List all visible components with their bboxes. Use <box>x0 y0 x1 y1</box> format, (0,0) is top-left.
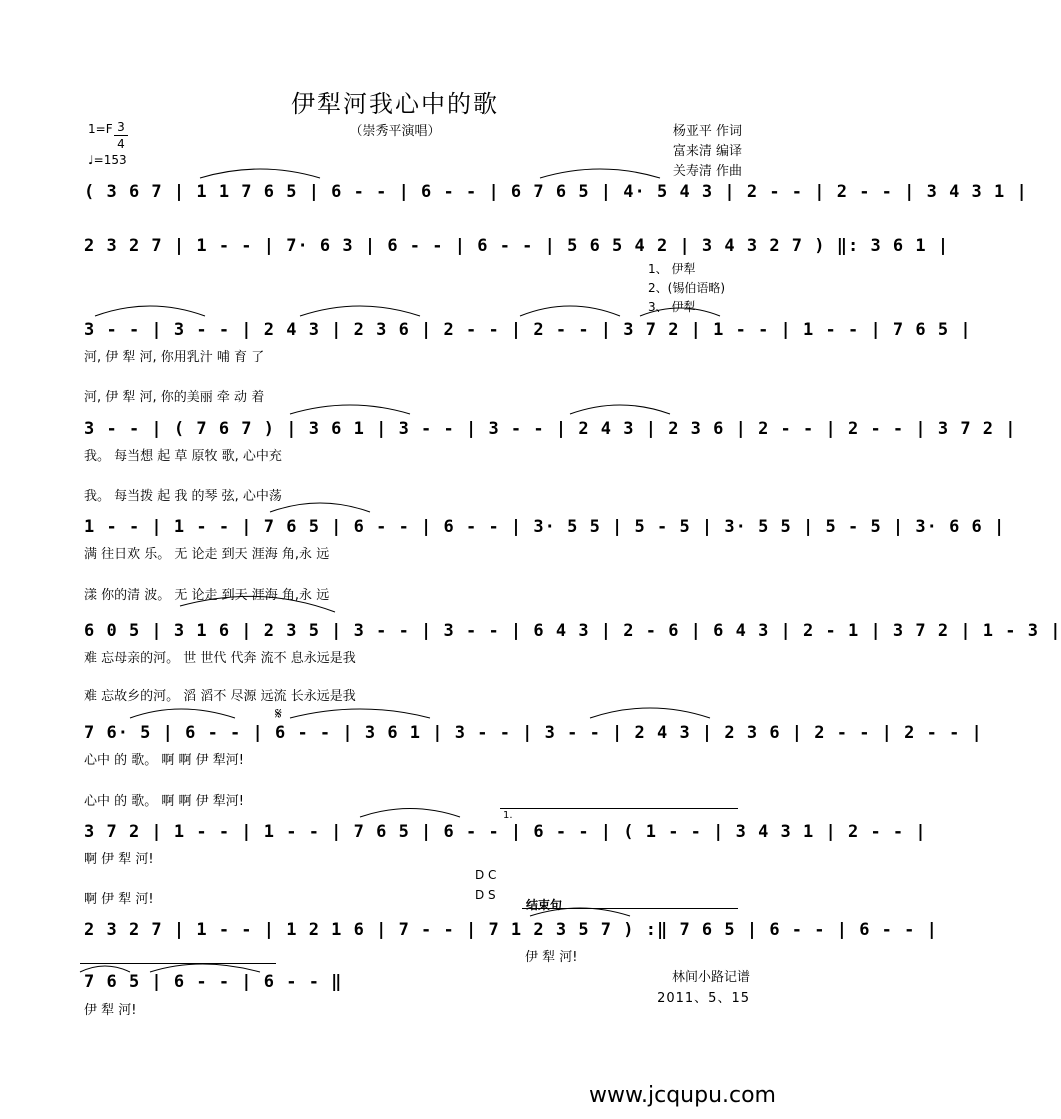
music-line-7: 7 6· 5 | 6 - - | 6 - - | 3 6 1 | 3 - - | 3 - - | 2 4 3 | 2 3 6 | 2 - - | 2 - - | <box>84 723 983 743</box>
music-line-9: 2 3 2 7 | 1 - - | 1 2 1 6 | 7 - - | 7 1 2 3 5 7 ) :‖ 7 6 5 | 6 - - | 6 - - | <box>84 920 938 940</box>
lyric-line-3b: 河, 伊 犁 河, 你的美丽 牵 动 着 <box>84 390 265 405</box>
music-line-6: 6 0 5 | 3 1 6 | 2 3 5 | 3 - - | 3 - - | 6 4 3 | 2 - 6 | 6 4 3 | 2 - 1 | 3 7 2 | 1 - 3 | <box>84 621 1061 641</box>
score-subtitle: （崇秀平演唱） <box>349 124 441 139</box>
lyric-line-6a: 难 忘母亲的河。 世 世代 代奔 流不 息永远是我 <box>84 651 356 666</box>
slur-arc <box>540 169 660 178</box>
verse-label-2: 2、(锡伯语略) <box>648 281 725 295</box>
slur-arc <box>270 503 370 512</box>
slur-arc <box>290 405 410 414</box>
slur-arc <box>590 708 710 718</box>
slur-arc <box>300 306 420 316</box>
lyric-line-3a: 河, 伊 犁 河, 你用乳汁 哺 育 了 <box>84 350 265 365</box>
transcription-date: 2011、5、15 <box>657 991 750 1006</box>
verse-label-1: 1、 伊犁 <box>648 262 696 276</box>
slur-arc <box>150 964 260 972</box>
verse-label-3: 3、 伊犁 <box>648 300 696 314</box>
slur-arc <box>530 908 630 916</box>
lyric-line-5b: 漾 你的清 波。 无 论走 到天 涯海 角,永 远 <box>84 588 330 603</box>
music-line-10: 7 6 5 | 6 - - | 6 - - ‖ <box>84 972 343 992</box>
slur-arc <box>130 709 235 718</box>
music-line-1: ( 3 6 7 | 1 1 7 6 5 | 6 - - | 6 - - | 6 7 6 5 | 4· 5 4 3 | 2 - - | 2 - - | 3 4 3 1 | <box>84 182 1028 202</box>
lyric-line-9a: 伊 犁 河! <box>525 950 578 965</box>
score-title: 伊犁河我心中的歌 <box>291 90 499 118</box>
ending-label: 结束句 <box>526 898 563 912</box>
slur-arc <box>200 169 320 178</box>
time-bottom: 4 <box>114 135 128 152</box>
lyric-line-6b: 难 忘故乡的河。 滔 滔不 尽源 远流 长永远是我 <box>84 689 356 704</box>
lyric-line-4b: 我。 每当拨 起 我 的琴 弦, 心中荡 <box>84 489 282 504</box>
time-top: 3 <box>117 120 125 134</box>
music-line-8: 3 7 2 | 1 - - | 1 - - | 7 6 5 | 6 - - | 6 - - | ( 1 - - | 3 4 3 1 | 2 - - | <box>84 822 927 842</box>
slur-arc <box>570 405 670 414</box>
ds-mark: D S <box>475 888 496 902</box>
site-watermark: www.jcqupu.com <box>589 1083 776 1108</box>
lyric-line-7a: 心中 的 歌。 啊 啊 伊 犁河! <box>84 753 245 768</box>
slur-arc <box>180 596 335 612</box>
lyric-line-8a: 啊 伊 犁 河! <box>84 852 154 867</box>
lyricist-credit: 杨亚平 作词 <box>672 124 742 139</box>
music-line-3: 3 - - | 3 - - | 2 4 3 | 2 3 6 | 2 - - | 2 - - | 3 7 2 | 1 - - | 1 - - | 7 6 5 | <box>84 320 972 340</box>
volta-1-label: 1. <box>503 810 513 821</box>
arranger-credit: 富来清 编译 <box>672 144 742 159</box>
music-line-4: 3 - - | ( 7 6 7 ) | 3 6 1 | 3 - - | 3 - - | 2 4 3 | 2 3 6 | 2 - - | 2 - - | 3 7 2 | <box>84 419 1017 439</box>
lyric-line-5a: 满 往日欢 乐。 无 论走 到天 涯海 角,永 远 <box>84 547 330 562</box>
lyric-line-8b: 啊 伊 犁 河! <box>84 892 154 907</box>
key-signature: 1=F <box>88 122 113 136</box>
lyric-line-10a: 伊 犁 河! <box>84 1003 137 1018</box>
tempo-value: =153 <box>93 153 127 167</box>
tempo-mark: ♩=153 <box>88 153 127 167</box>
music-line-2: 2 3 2 7 | 1 - - | 7· 6 3 | 6 - - | 6 - - | 5 6 5 4 2 | 3 4 3 2 7 ) ‖: 3 6 1 | <box>84 236 950 256</box>
slur-arc <box>360 809 460 818</box>
slur-arc <box>640 308 720 316</box>
composer-credit: 关寿清 作曲 <box>672 164 742 179</box>
segno-icon: 𝄋 <box>275 704 282 723</box>
slur-arc <box>290 709 430 718</box>
slur-arc <box>80 966 130 972</box>
music-line-5: 1 - - | 1 - - | 7 6 5 | 6 - - | 6 - - | 3· 5 5 | 5 - 5 | 3· 5 5 | 5 - 5 | 3· 6 6 | <box>84 517 1006 537</box>
lyric-line-4a: 我。 每当想 起 草 原牧 歌, 心中充 <box>84 449 282 464</box>
transcriber-credit: 林间小路记谱 <box>671 970 750 985</box>
lyric-line-7b: 心中 的 歌。 啊 啊 伊 犁河! <box>84 794 245 809</box>
slur-arc <box>95 306 205 316</box>
dc-mark: D C <box>475 868 497 882</box>
slur-arc <box>520 306 620 316</box>
